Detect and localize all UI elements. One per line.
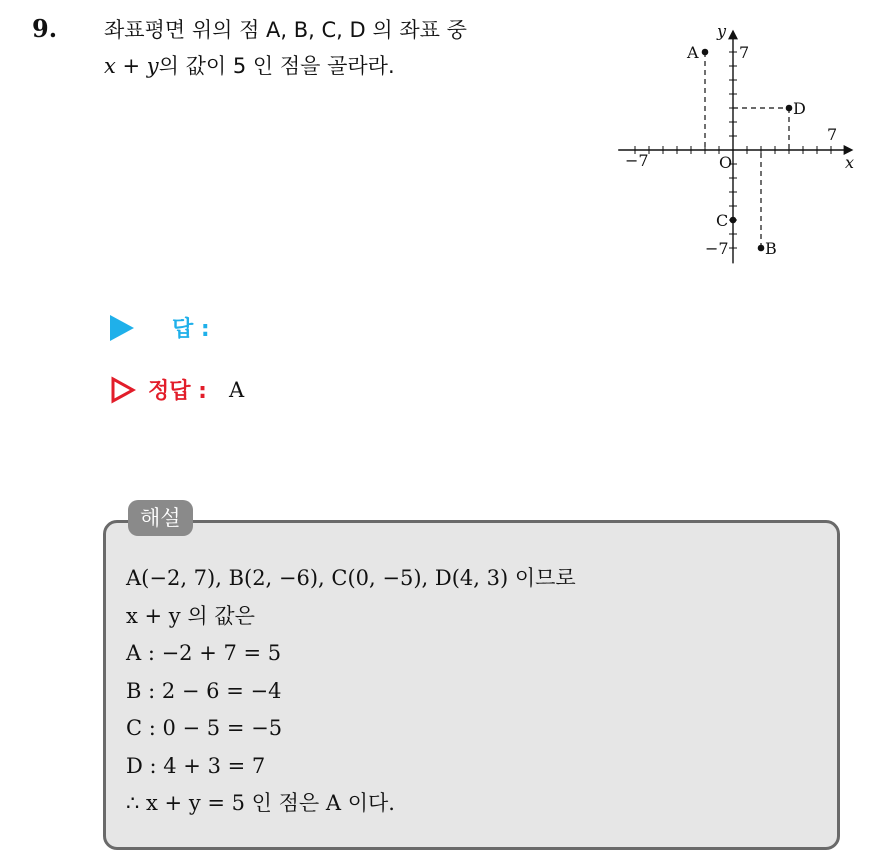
- coordinate-graph: [608, 22, 858, 272]
- point-a: [702, 49, 709, 56]
- point-d: [786, 105, 793, 112]
- question-line-2-text: 의 값이 5 인 점을 골라라.: [158, 54, 395, 78]
- point-label-d: D: [793, 99, 806, 118]
- question-math: x + y: [104, 54, 159, 78]
- x-tick-label: −7: [625, 151, 649, 170]
- x-axis-label: x: [845, 153, 855, 172]
- solution-line: x + y 의 값은: [126, 603, 255, 628]
- correct-answer-value: A: [228, 377, 245, 402]
- answer-row: [110, 312, 210, 343]
- question-number: 9.: [32, 14, 58, 43]
- solution-lines: [126, 560, 826, 823]
- origin-label: O: [719, 153, 733, 172]
- solution-line: A(−2, 7), B(2, −6), C(0, −5), D(4, 3) 이므로: [126, 566, 576, 590]
- solution-line: D : 4 + 3 = 7: [126, 753, 266, 778]
- answer-label: 답 :: [172, 317, 210, 342]
- y-axis-arrow: [728, 30, 738, 40]
- solution-line: B : 2 − 6 = −4: [126, 678, 282, 703]
- solution-tab: 해설: [128, 500, 193, 536]
- correct-answer-label: 정답 :: [148, 379, 207, 404]
- y-tick-label: −7: [705, 239, 729, 258]
- point-label-a: A: [687, 43, 699, 62]
- question-line-1: 좌표평면 위의 점 A, B, C, D 의 좌표 중: [104, 18, 467, 42]
- y-tick-label: 7: [739, 43, 750, 62]
- x-tick-label: 7: [827, 125, 838, 144]
- y-axis-label: y: [717, 22, 727, 41]
- solution-line: ∴ x + y = 5 인 점은 A 이다.: [126, 791, 395, 815]
- question-text: [104, 12, 604, 84]
- correct-answer-row: [110, 374, 244, 405]
- point-b: [758, 245, 765, 252]
- play-outline-icon: [110, 376, 136, 404]
- solution-line: C : 0 − 5 = −5: [126, 716, 283, 740]
- point-label-b: B: [765, 239, 777, 258]
- point-label-c: C: [716, 211, 729, 230]
- play-icon: [110, 315, 134, 341]
- solution-line: A : −2 + 7 = 5: [126, 641, 282, 665]
- question-line-2: [104, 48, 604, 84]
- point-c: [730, 217, 737, 224]
